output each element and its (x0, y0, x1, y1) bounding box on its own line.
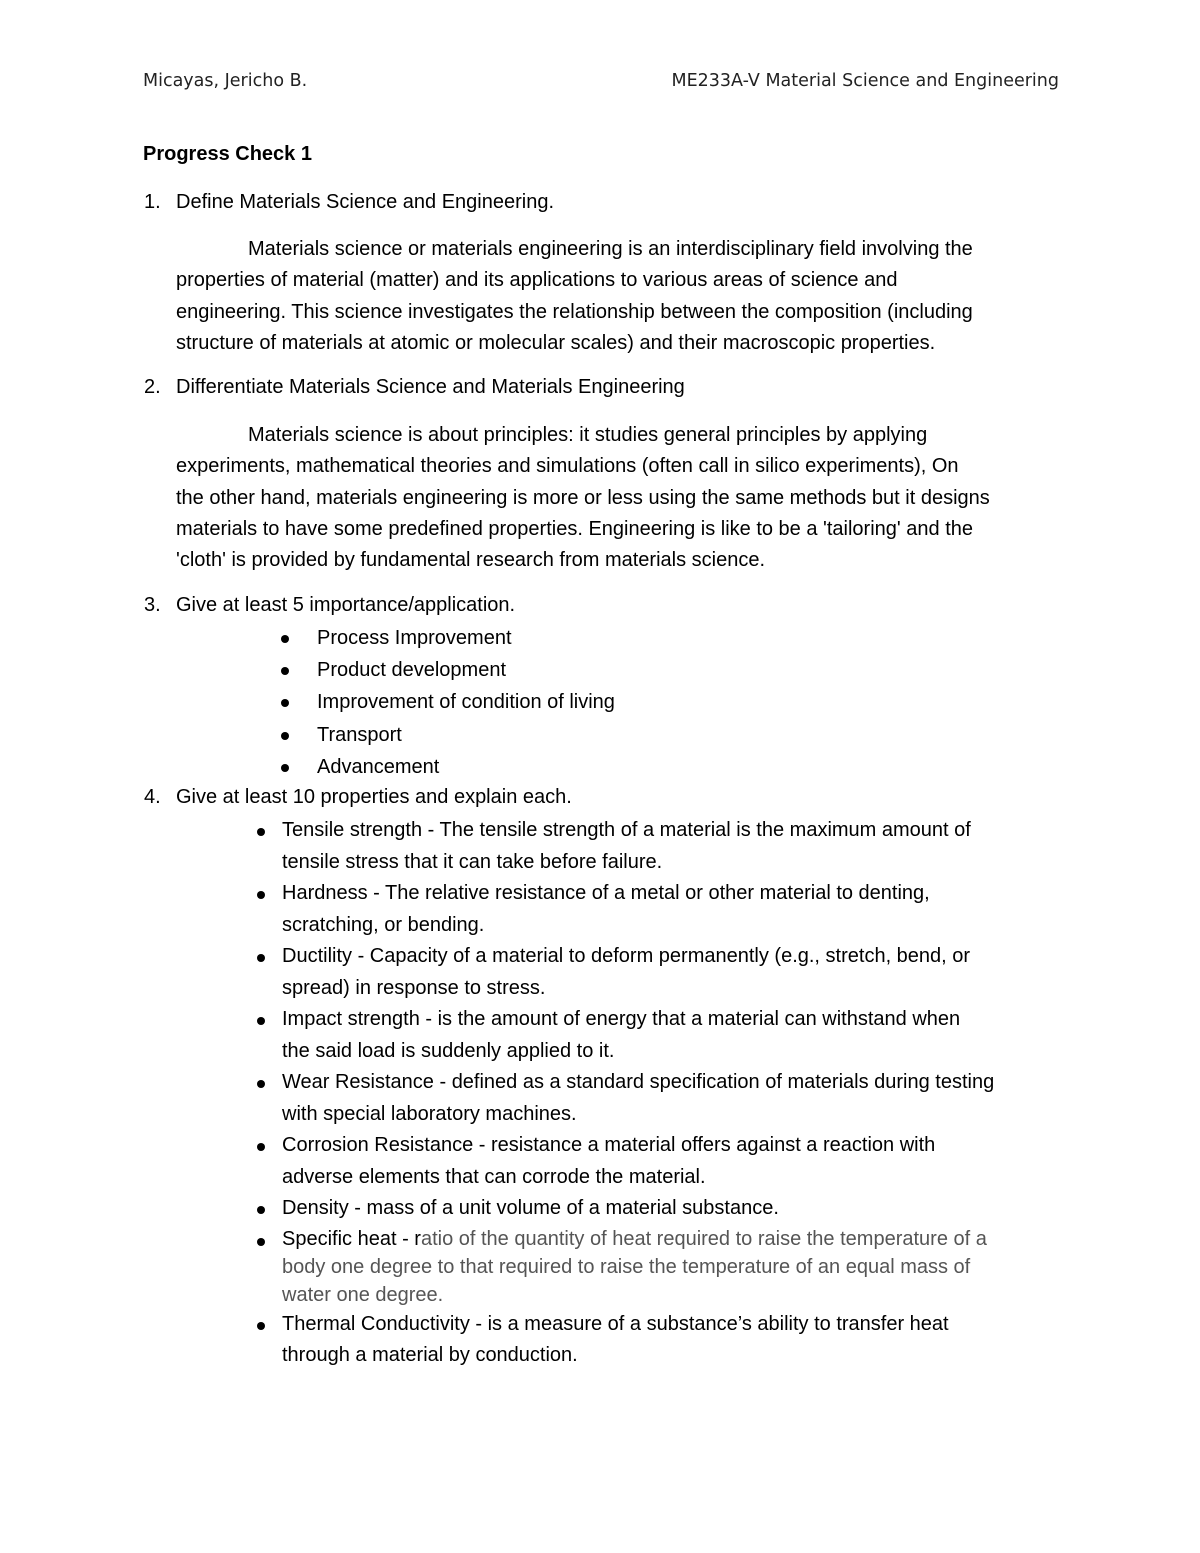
question-text: Define Materials Science and Engineering. (176, 191, 554, 213)
answer-line: 'cloth' is provided by fundamental research from materials science. (176, 549, 766, 572)
list-item: Corrosion Resistance - resistance a material offers against a reaction with adverse elements that can corrode the material. (282, 1130, 994, 1193)
bullet-icon (257, 891, 265, 899)
author-name: Micayas, Jericho B. (143, 71, 308, 91)
answer-line: the other hand, materials engineering is more or less using the same methods but it designs (176, 486, 990, 509)
list-item: Process Improvement (317, 622, 615, 654)
question-text: Differentiate Materials Science and Materials Engineering (176, 376, 685, 398)
answer-line: experiments, mathematical theories and simulations (often call in silico experiments), On (176, 455, 959, 478)
question-number: 3. (144, 594, 161, 616)
question-3 (144, 594, 516, 617)
bullet-icon (257, 1080, 265, 1088)
course-title: ME233A-V Material Science and Engineering (671, 71, 1059, 91)
question-number: 1. (144, 191, 161, 213)
list-item: Ductility - Capacity of a material to deform permanently (e.g., stretch, bend, or spread) in response to stress. (282, 941, 994, 1004)
list-item: Impact strength - is the amount of energy that a material can withstand when the said load is suddenly applied to it. (282, 1004, 994, 1067)
list-item: Wear Resistance - defined as a standard specification of materials during testing with special laboratory machines. (282, 1067, 994, 1130)
list-item: Transport (317, 719, 615, 751)
answer-line: Materials science or materials engineering is an interdisciplinary field involving the (248, 238, 973, 260)
question-number: 2. (144, 376, 161, 398)
answer-line: structure of materials at atomic or molecular scales) and their macroscopic properties. (176, 331, 936, 354)
question-4 (144, 786, 572, 809)
page-header (143, 71, 1059, 101)
answer-2 (176, 420, 1066, 576)
bullet-icon (257, 828, 265, 836)
bullet-icon (257, 1238, 265, 1246)
bullet-icon (257, 1206, 265, 1214)
question-number: 4. (144, 786, 161, 808)
bullet-icon (281, 732, 289, 740)
question-text: Give at least 10 properties and explain each. (176, 786, 572, 808)
answer-line: Materials science is about principles: it studies general principles by applying (248, 424, 928, 446)
answer-1 (176, 234, 1066, 359)
bullet-icon (257, 1143, 265, 1151)
properties-list (282, 815, 994, 1372)
list-item: Product development (317, 654, 615, 686)
list-item: Thermal Conductivity - is a measure of a substance’s ability to transfer heat through a material by conduction. (282, 1309, 994, 1372)
definition-text: atio of the quantity of heat required to raise the temperature of a (420, 1227, 987, 1250)
term-label: Specific heat - r (282, 1227, 421, 1250)
answer-line: engineering. This science investigates the relationship between the composition (including (176, 300, 973, 323)
list-item: Density - mass of a unit volume of a material substance. (282, 1193, 994, 1225)
bullet-icon (257, 1322, 265, 1330)
list-item: Tensile strength - The tensile strength of a material is the maximum amount of tensile stress that it can take before failure. (282, 815, 994, 878)
bullet-icon (257, 1017, 265, 1025)
page-title: Progress Check 1 (143, 143, 312, 165)
list-item: Hardness - The relative resistance of a metal or other material to denting, scratching, or bending. (282, 878, 994, 941)
answer-line: properties of material (matter) and its applications to various areas of science and (176, 269, 898, 292)
list-item: Improvement of condition of living (317, 686, 615, 718)
bullet-icon (281, 635, 289, 643)
bullet-icon (281, 764, 289, 772)
question-1 (144, 191, 554, 214)
bullet-icon (281, 667, 289, 675)
question-2 (144, 376, 685, 399)
application-list (317, 622, 615, 783)
list-item: Advancement (317, 751, 615, 783)
bullet-icon (257, 954, 265, 962)
answer-line: materials to have some predefined properties. Engineering is like to be a 'tailoring' and the (176, 517, 973, 540)
question-text: Give at least 5 importance/application. (176, 594, 516, 616)
bullet-icon (281, 699, 289, 707)
list-item: Specific heat - ratio of the quantity of heat required to raise the temperature of a body one degree to that required to raise the temperature of an equal mass of water one degree. (282, 1225, 994, 1309)
